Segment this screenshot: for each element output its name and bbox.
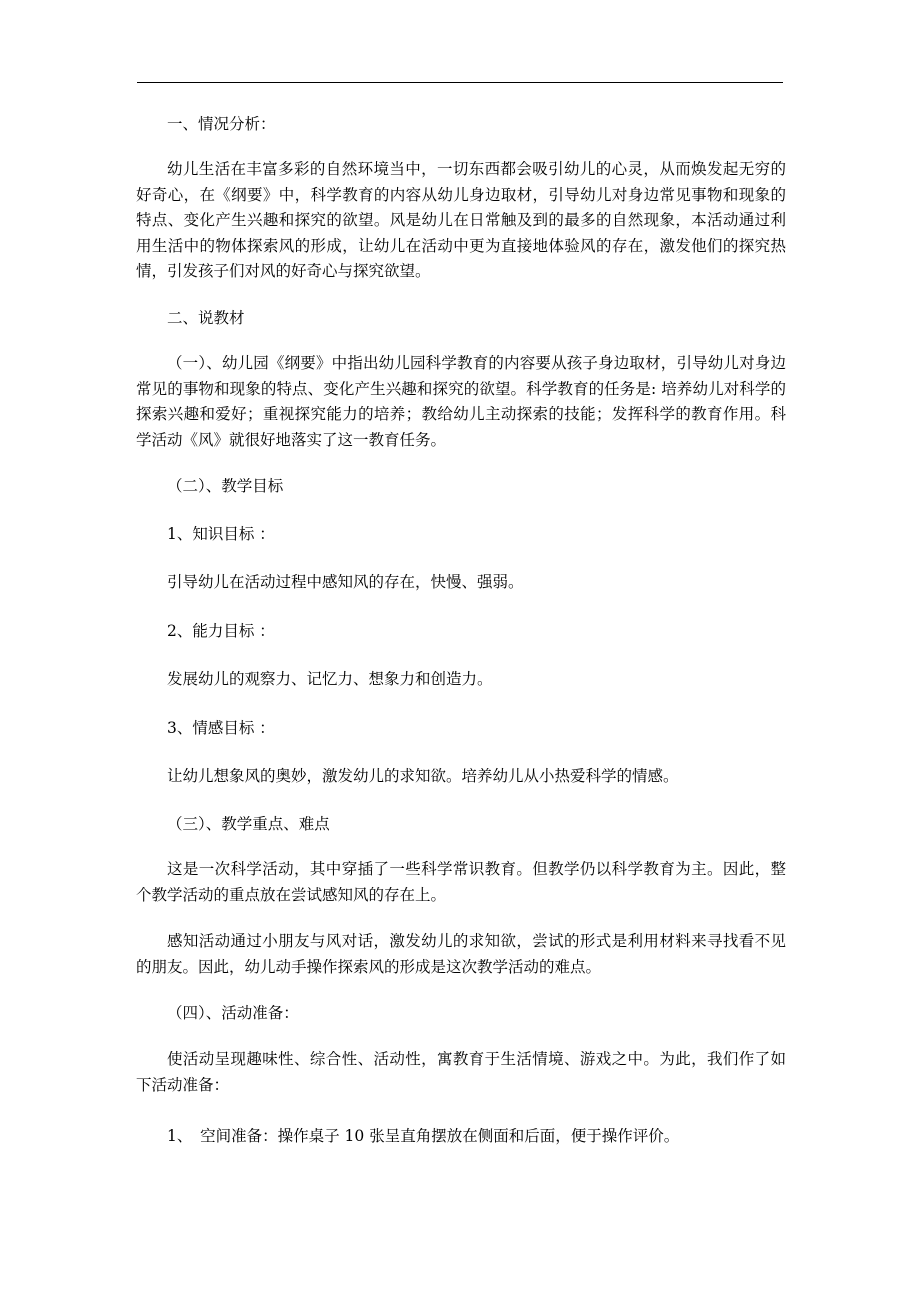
- goal-knowledge-text: 引导幼儿在活动过程中感知风的存在，快慢、强弱。: [167, 573, 524, 591]
- subheading-teaching-goals: （二）、教学目标: [167, 477, 284, 495]
- section-heading-teaching-material: 二、说教材: [167, 309, 245, 327]
- goal-knowledge-title: 1、知识目标 ：: [167, 525, 275, 543]
- paragraph-situation-analysis: 幼儿生活在丰富多彩的自然环境当中，一切东西都会吸引幼儿的心灵，从而焕发起无穷的好奇心，在《纲要》中，科学教育的内容从幼儿身边取材，引导幼儿对身边常见事物和现象的特点、变化产生兴趣和探究的欲望。风是幼儿在日常触及到的最多的自然现象，本活动通过利用生活中的物体探索风的形成，让幼儿在活动中更为直接地体验风的存在，激发他们的探究热情，引发孩子们对风的好奇心与探究欲望。: [136, 160, 786, 280]
- goal-ability-text: 发展幼儿的观察力、记忆力、想象力和创造力。: [167, 670, 493, 688]
- preparation-item-space: 1、 空间准备：操作桌子 10 张呈直角摆放在侧面和后面，便于操作评价。: [167, 1127, 680, 1145]
- paragraph-teaching-material: （一）、幼儿园《纲要》中指出幼儿园科学教育的内容要从孩子身边取材，引导幼儿对身边常见的事物和现象的特点、变化产生兴趣和探究的欲望。科学教育的任务是: 培养幼儿对科学的探索兴趣和爱好；重视探究能力的培养；教给幼儿主动探索的技能；发挥科学的教育作用。科学活动《风》就很好地落实了这一教育任务。: [136, 354, 786, 449]
- subheading-activity-preparation: （四）、活动准备：: [167, 1004, 299, 1022]
- subheading-key-difficult-points: （三）、教学重点、难点: [167, 815, 330, 833]
- header-rule: [137, 82, 783, 83]
- goal-emotion-text: 让幼儿想象风的奥妙，激发幼儿的求知欲。培养幼儿从小热爱科学的情感。: [167, 767, 679, 785]
- goal-ability-title: 2、能力目标 ：: [167, 622, 275, 640]
- section-heading-situation-analysis: 一、情况分析：: [167, 115, 276, 133]
- goal-emotion-title: 3、情感目标 ：: [167, 719, 275, 737]
- paragraph-activity-preparation: 使活动呈现趣味性、综合性、活动性，寓教育于生活情境、游戏之中。为此，我们作了如下活动准备：: [136, 1050, 786, 1094]
- paragraph-key-points: 这是一次科学活动，其中穿插了一些科学常识教育。但教学仍以科学教育为主。因此，整个教学活动的重点放在尝试感知风的存在上。: [136, 860, 786, 904]
- paragraph-difficult-points: 感知活动通过小朋友与风对话，激发幼儿的求知欲，尝试的形式是利用材料来寻找看不见的朋友。因此，幼儿动手操作探索风的形成是这次教学活动的难点。: [136, 932, 786, 976]
